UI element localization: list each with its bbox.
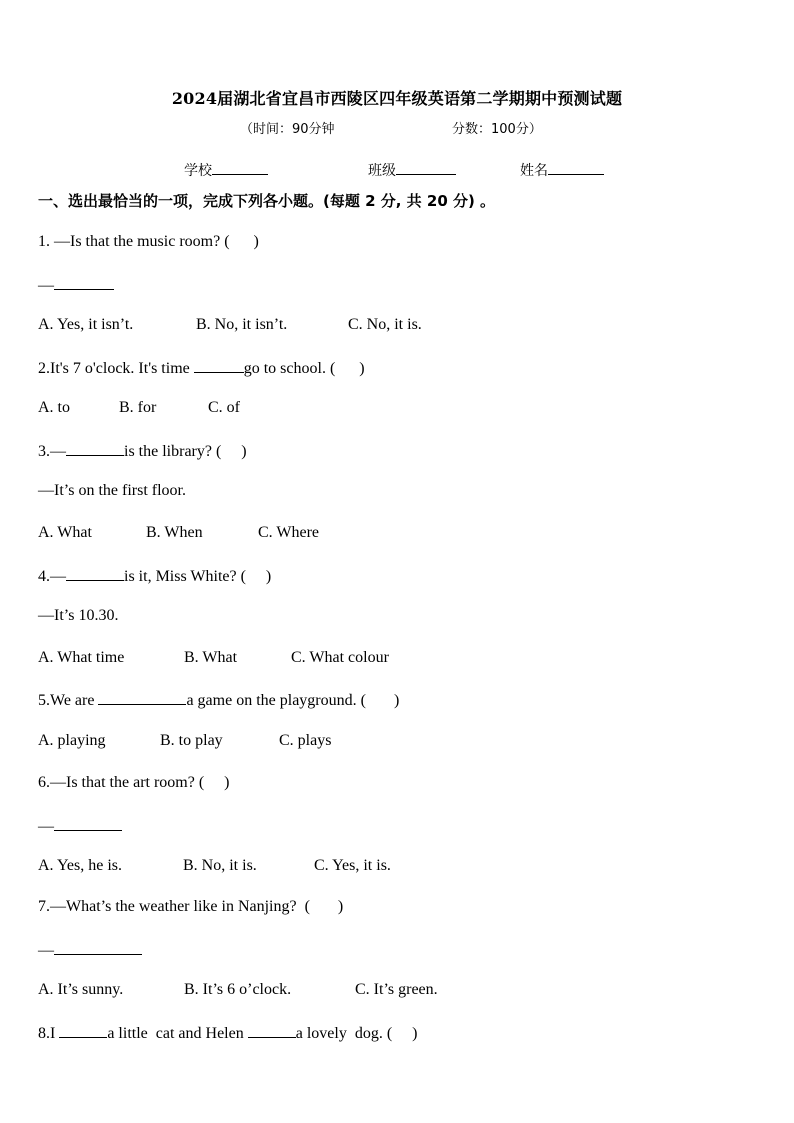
page-title: 2024届湖北省宜昌市西陵区四年级英语第二学期期中预测试题: [171, 89, 623, 108]
question-1-option-c: C. No, it is.: [348, 316, 422, 333]
class-field: [368, 160, 456, 180]
answer-blank: [66, 566, 124, 581]
answer-blank: [98, 690, 186, 705]
school-label: 学校: [184, 163, 212, 179]
question-3-stem: 3.— is the library? ( ): [38, 443, 247, 460]
question-7-option-c: C. It’s green.: [355, 981, 438, 998]
question-8-stem: 8.I a little cat and Helen a lovely dog. ( ): [38, 1025, 418, 1042]
question-4-reply: —It’s 10.30.: [38, 607, 119, 624]
question-5-option-c: C. plays: [279, 732, 332, 749]
question-2-option-b: B. for: [119, 399, 157, 416]
answer-blank: [59, 1023, 107, 1038]
question-7-option-b: B. It’s 6 o’clock.: [184, 981, 292, 998]
question-5-stem: 5.We are a game on the playground. ( ): [38, 692, 400, 709]
question-6-answer-line: —: [38, 816, 122, 836]
question-4-option-b: B. What: [184, 649, 238, 666]
name-label: 姓名: [520, 163, 548, 179]
question-1-option-a: A. Yes, it isn’t.: [38, 316, 134, 333]
question-3-option-b: B. When: [146, 524, 203, 541]
question-3-option-a: A. What: [38, 524, 92, 541]
question-4-option-c: C. What colour: [291, 649, 389, 666]
question-7-option-a: A. It’s sunny.: [38, 981, 124, 998]
question-5-option-a: A. playing: [38, 732, 106, 749]
answer-blank: [248, 1023, 296, 1038]
question-6-option-c: C. Yes, it is.: [314, 857, 391, 874]
name-field: [520, 160, 604, 180]
question-3-reply: —It’s on the first floor.: [38, 482, 186, 499]
question-5-option-b: B. to play: [160, 732, 223, 749]
question-7-answer-line: —: [38, 940, 142, 960]
question-7-stem: 7.—What’s the weather like in Nanjing? ( ): [38, 898, 344, 915]
name-blank: [548, 160, 604, 175]
score-info: 分数：100分）: [452, 122, 542, 137]
class-label: 班级: [368, 163, 396, 179]
answer-blank: [54, 940, 142, 955]
question-4-stem: 4.— is it, Miss White? ( ): [38, 568, 272, 585]
answer-blank: [66, 441, 124, 456]
question-2-stem: 2.It's 7 o'clock. It's time go to school. ( ): [38, 360, 365, 377]
time-info: （时间：90分钟: [240, 122, 335, 137]
question-6-stem: 6.—Is that the art room? ( ): [38, 774, 230, 791]
answer-blank: [54, 275, 114, 290]
question-6-option-b: B. No, it is.: [183, 857, 257, 874]
question-2-option-a: A. to: [38, 399, 70, 416]
question-1-answer-line: —: [38, 275, 114, 295]
section-heading: 一、选出最恰当的一项，完成下列各小题。(每题 2 分, 共 20 分) 。: [38, 192, 496, 210]
question-1-stem: 1. —Is that the music room? ( ): [38, 233, 259, 250]
question-2-option-c: C. of: [208, 399, 240, 416]
school-field: [184, 160, 268, 180]
class-blank: [396, 160, 456, 175]
answer-blank: [54, 816, 122, 831]
question-6-option-a: A. Yes, he is.: [38, 857, 123, 874]
school-blank: [212, 160, 268, 175]
question-1-option-b: B. No, it isn’t.: [196, 316, 288, 333]
answer-blank: [194, 358, 244, 373]
question-4-option-a: A. What time: [38, 649, 125, 666]
question-3-option-c: C. Where: [258, 524, 320, 541]
